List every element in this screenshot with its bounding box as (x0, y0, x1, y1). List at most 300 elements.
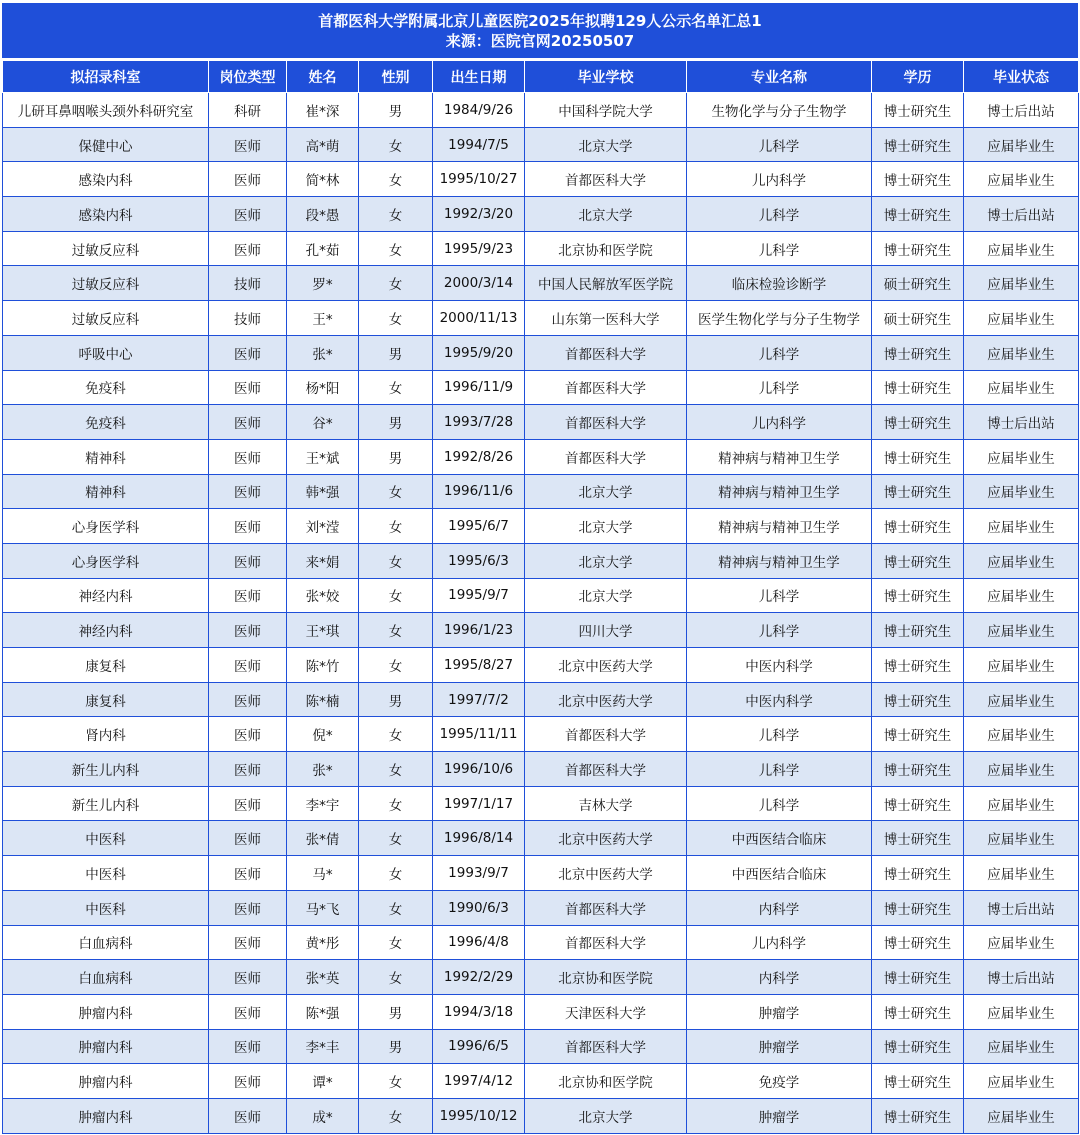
cell-major: 儿科学 (687, 335, 872, 370)
cell-gender: 女 (359, 925, 433, 960)
cell-department: 肿瘤内科 (3, 1098, 209, 1133)
cell-gender: 男 (359, 994, 433, 1029)
cell-name: 成* (287, 1098, 359, 1133)
cell-name: 李*丰 (287, 1029, 359, 1064)
cell-school: 北京大学 (525, 543, 687, 578)
cell-department: 肿瘤内科 (3, 1029, 209, 1064)
cell-degree: 博士研究生 (872, 197, 964, 232)
cell-position-type: 医师 (209, 821, 287, 856)
cell-birth-date: 1995/10/12 (433, 1098, 525, 1133)
table-row (3, 405, 1079, 440)
cell-school: 天津医科大学 (525, 994, 687, 1029)
cell-birth-date: 1990/6/3 (433, 890, 525, 925)
cell-graduation-status: 博士后出站 (964, 405, 1079, 440)
cell-gender: 男 (359, 335, 433, 370)
cell-gender: 女 (359, 127, 433, 162)
cell-birth-date: 1996/6/5 (433, 1029, 525, 1064)
cell-department: 免疫科 (3, 370, 209, 405)
candidate-table (2, 60, 1079, 1134)
cell-degree: 博士研究生 (872, 127, 964, 162)
page-title: 首都医科大学附属北京儿童医院2025年拟聘129人公示名单汇总1 (318, 12, 762, 30)
cell-department: 肾内科 (3, 717, 209, 752)
cell-major: 肿瘤学 (687, 1029, 872, 1064)
cell-major: 儿内科学 (687, 405, 872, 440)
cell-gender: 女 (359, 821, 433, 856)
cell-gender: 女 (359, 1064, 433, 1099)
cell-position-type: 医师 (209, 752, 287, 787)
table-row (3, 266, 1079, 301)
cell-degree: 博士研究生 (872, 231, 964, 266)
cell-name: 马* (287, 856, 359, 891)
cell-graduation-status: 应届毕业生 (964, 301, 1079, 336)
cell-position-type: 医师 (209, 1029, 287, 1064)
cell-position-type: 医师 (209, 786, 287, 821)
cell-school: 北京大学 (525, 509, 687, 544)
cell-major: 精神病与精神卫生学 (687, 474, 872, 509)
cell-name: 崔*深 (287, 93, 359, 128)
cell-position-type: 医师 (209, 648, 287, 683)
cell-degree: 博士研究生 (872, 717, 964, 752)
cell-school: 北京大学 (525, 127, 687, 162)
cell-birth-date: 1997/1/17 (433, 786, 525, 821)
cell-position-type: 技师 (209, 301, 287, 336)
cell-school: 首都医科大学 (525, 925, 687, 960)
cell-degree: 博士研究生 (872, 752, 964, 787)
cell-degree: 博士研究生 (872, 1098, 964, 1133)
cell-name: 黄*彤 (287, 925, 359, 960)
cell-degree: 硕士研究生 (872, 301, 964, 336)
cell-name: 高*萌 (287, 127, 359, 162)
cell-degree: 博士研究生 (872, 994, 964, 1029)
cell-birth-date: 1996/11/6 (433, 474, 525, 509)
cell-gender: 女 (359, 1098, 433, 1133)
cell-school: 首都医科大学 (525, 890, 687, 925)
cell-gender: 女 (359, 509, 433, 544)
cell-graduation-status: 应届毕业生 (964, 439, 1079, 474)
cell-school: 北京大学 (525, 1098, 687, 1133)
cell-birth-date: 1997/4/12 (433, 1064, 525, 1099)
table-row (3, 543, 1079, 578)
table-body (3, 93, 1079, 1134)
cell-department: 肿瘤内科 (3, 994, 209, 1029)
cell-gender: 女 (359, 197, 433, 232)
cell-degree: 博士研究生 (872, 925, 964, 960)
cell-school: 首都医科大学 (525, 717, 687, 752)
cell-position-type: 医师 (209, 543, 287, 578)
cell-birth-date: 1996/10/6 (433, 752, 525, 787)
cell-birth-date: 1997/7/2 (433, 682, 525, 717)
cell-department: 心身医学科 (3, 543, 209, 578)
cell-graduation-status: 应届毕业生 (964, 1029, 1079, 1064)
cell-graduation-status: 应届毕业生 (964, 717, 1079, 752)
source-subtitle: 来源：医院官网20250507 (445, 32, 635, 50)
cell-school: 北京大学 (525, 578, 687, 613)
cell-school: 北京协和医学院 (525, 960, 687, 995)
table-row (3, 509, 1079, 544)
cell-name: 韩*强 (287, 474, 359, 509)
cell-degree: 博士研究生 (872, 1029, 964, 1064)
cell-major: 中西医结合临床 (687, 856, 872, 891)
cell-major: 医学生物化学与分子生物学 (687, 301, 872, 336)
cell-major: 中西医结合临床 (687, 821, 872, 856)
cell-major: 精神病与精神卫生学 (687, 509, 872, 544)
cell-school: 首都医科大学 (525, 335, 687, 370)
cell-school: 北京协和医学院 (525, 1064, 687, 1099)
cell-position-type: 医师 (209, 682, 287, 717)
cell-graduation-status: 应届毕业生 (964, 578, 1079, 613)
table-row (3, 1064, 1079, 1099)
cell-name: 马*飞 (287, 890, 359, 925)
cell-graduation-status: 应届毕业生 (964, 370, 1079, 405)
cell-gender: 女 (359, 786, 433, 821)
cell-school: 北京中医药大学 (525, 821, 687, 856)
cell-school: 首都医科大学 (525, 405, 687, 440)
cell-position-type: 医师 (209, 439, 287, 474)
cell-position-type: 医师 (209, 1064, 287, 1099)
table-row (3, 682, 1079, 717)
cell-department: 过敏反应科 (3, 231, 209, 266)
cell-graduation-status: 博士后出站 (964, 890, 1079, 925)
cell-name: 王*琪 (287, 613, 359, 648)
cell-department: 康复科 (3, 682, 209, 717)
cell-birth-date: 1992/8/26 (433, 439, 525, 474)
cell-major: 儿内科学 (687, 925, 872, 960)
cell-school: 首都医科大学 (525, 439, 687, 474)
cell-birth-date: 1995/6/7 (433, 509, 525, 544)
cell-major: 儿科学 (687, 786, 872, 821)
cell-birth-date: 1995/9/20 (433, 335, 525, 370)
cell-graduation-status: 应届毕业生 (964, 127, 1079, 162)
table-row (3, 1029, 1079, 1064)
cell-position-type: 医师 (209, 474, 287, 509)
cell-birth-date: 1993/7/28 (433, 405, 525, 440)
cell-gender: 女 (359, 960, 433, 995)
cell-degree: 博士研究生 (872, 1064, 964, 1099)
cell-department: 新生儿内科 (3, 786, 209, 821)
cell-gender: 女 (359, 890, 433, 925)
cell-degree: 博士研究生 (872, 335, 964, 370)
cell-gender: 女 (359, 162, 433, 197)
cell-position-type: 医师 (209, 960, 287, 995)
cell-birth-date: 1995/11/11 (433, 717, 525, 752)
table-row (3, 821, 1079, 856)
cell-name: 倪* (287, 717, 359, 752)
table-row (3, 231, 1079, 266)
cell-position-type: 医师 (209, 890, 287, 925)
cell-position-type: 医师 (209, 335, 287, 370)
cell-gender: 女 (359, 301, 433, 336)
cell-name: 简*林 (287, 162, 359, 197)
cell-degree: 博士研究生 (872, 786, 964, 821)
cell-major: 中医内科学 (687, 682, 872, 717)
table-row (3, 613, 1079, 648)
table-row (3, 752, 1079, 787)
cell-degree: 博士研究生 (872, 613, 964, 648)
table-row (3, 439, 1079, 474)
cell-birth-date: 1995/6/3 (433, 543, 525, 578)
cell-position-type: 医师 (209, 994, 287, 1029)
cell-degree: 硕士研究生 (872, 266, 964, 301)
table-row (3, 648, 1079, 683)
cell-gender: 男 (359, 93, 433, 128)
cell-name: 王* (287, 301, 359, 336)
col-header-major: 专业名称 (687, 61, 872, 93)
cell-school: 首都医科大学 (525, 162, 687, 197)
cell-gender: 女 (359, 752, 433, 787)
cell-degree: 博士研究生 (872, 405, 964, 440)
cell-department: 新生儿内科 (3, 752, 209, 787)
col-header-position-type: 岗位类型 (209, 61, 287, 93)
cell-degree: 博士研究生 (872, 162, 964, 197)
cell-position-type: 医师 (209, 231, 287, 266)
cell-birth-date: 1996/1/23 (433, 613, 525, 648)
cell-degree: 博士研究生 (872, 93, 964, 128)
cell-major: 精神病与精神卫生学 (687, 439, 872, 474)
cell-graduation-status: 博士后出站 (964, 197, 1079, 232)
cell-name: 张*姣 (287, 578, 359, 613)
cell-department: 过敏反应科 (3, 266, 209, 301)
cell-school: 首都医科大学 (525, 752, 687, 787)
cell-name: 李*宇 (287, 786, 359, 821)
cell-department: 肿瘤内科 (3, 1064, 209, 1099)
cell-name: 来*娟 (287, 543, 359, 578)
col-header-degree: 学历 (872, 61, 964, 93)
cell-major: 儿科学 (687, 127, 872, 162)
cell-birth-date: 1995/10/27 (433, 162, 525, 197)
col-header-birth-date: 出生日期 (433, 61, 525, 93)
cell-graduation-status: 应届毕业生 (964, 543, 1079, 578)
cell-graduation-status: 应届毕业生 (964, 474, 1079, 509)
cell-department: 中医科 (3, 856, 209, 891)
cell-degree: 博士研究生 (872, 370, 964, 405)
cell-birth-date: 1994/3/18 (433, 994, 525, 1029)
cell-degree: 博士研究生 (872, 474, 964, 509)
cell-school: 北京中医药大学 (525, 856, 687, 891)
cell-major: 免疫学 (687, 1064, 872, 1099)
cell-major: 儿科学 (687, 370, 872, 405)
cell-name: 张* (287, 335, 359, 370)
table-row (3, 301, 1079, 336)
cell-department: 儿研耳鼻咽喉头颈外科研究室 (3, 93, 209, 128)
col-header-school: 毕业学校 (525, 61, 687, 93)
table-row (3, 960, 1079, 995)
cell-department: 心身医学科 (3, 509, 209, 544)
cell-gender: 女 (359, 231, 433, 266)
cell-graduation-status: 应届毕业生 (964, 335, 1079, 370)
cell-name: 张*倩 (287, 821, 359, 856)
cell-birth-date: 1984/9/26 (433, 93, 525, 128)
cell-school: 北京大学 (525, 197, 687, 232)
cell-gender: 男 (359, 1029, 433, 1064)
cell-graduation-status: 应届毕业生 (964, 821, 1079, 856)
cell-name: 段*愚 (287, 197, 359, 232)
cell-school: 山东第一医科大学 (525, 301, 687, 336)
cell-department: 神经内科 (3, 578, 209, 613)
cell-graduation-status: 应届毕业生 (964, 162, 1079, 197)
cell-degree: 博士研究生 (872, 960, 964, 995)
table-row (3, 474, 1079, 509)
table-row (3, 370, 1079, 405)
cell-graduation-status: 应届毕业生 (964, 786, 1079, 821)
cell-major: 儿内科学 (687, 162, 872, 197)
cell-major: 儿科学 (687, 231, 872, 266)
cell-gender: 女 (359, 613, 433, 648)
cell-birth-date: 2000/11/13 (433, 301, 525, 336)
cell-graduation-status: 应届毕业生 (964, 856, 1079, 891)
cell-department: 精神科 (3, 439, 209, 474)
cell-major: 内科学 (687, 960, 872, 995)
cell-position-type: 医师 (209, 856, 287, 891)
cell-name: 谭* (287, 1064, 359, 1099)
cell-gender: 女 (359, 543, 433, 578)
cell-degree: 博士研究生 (872, 682, 964, 717)
cell-name: 张* (287, 752, 359, 787)
cell-birth-date: 1994/7/5 (433, 127, 525, 162)
cell-graduation-status: 应届毕业生 (964, 752, 1079, 787)
table-row (3, 856, 1079, 891)
cell-position-type: 医师 (209, 509, 287, 544)
cell-gender: 男 (359, 682, 433, 717)
cell-school: 北京中医药大学 (525, 648, 687, 683)
cell-position-type: 医师 (209, 197, 287, 232)
cell-name: 陈*竹 (287, 648, 359, 683)
table-row (3, 786, 1079, 821)
cell-name: 陈*楠 (287, 682, 359, 717)
cell-birth-date: 1995/9/23 (433, 231, 525, 266)
col-header-gender: 性别 (359, 61, 433, 93)
cell-school: 北京中医药大学 (525, 682, 687, 717)
cell-department: 保健中心 (3, 127, 209, 162)
table-row (3, 994, 1079, 1029)
cell-major: 儿科学 (687, 578, 872, 613)
cell-major: 儿科学 (687, 613, 872, 648)
cell-name: 罗* (287, 266, 359, 301)
table-row (3, 890, 1079, 925)
cell-major: 儿科学 (687, 197, 872, 232)
cell-department: 中医科 (3, 890, 209, 925)
cell-gender: 男 (359, 439, 433, 474)
cell-graduation-status: 应届毕业生 (964, 1098, 1079, 1133)
cell-school: 四川大学 (525, 613, 687, 648)
cell-position-type: 医师 (209, 405, 287, 440)
cell-birth-date: 1995/9/7 (433, 578, 525, 613)
cell-birth-date: 1993/9/7 (433, 856, 525, 891)
cell-name: 王*斌 (287, 439, 359, 474)
cell-major: 中医内科学 (687, 648, 872, 683)
cell-department: 中医科 (3, 821, 209, 856)
cell-department: 白血病科 (3, 960, 209, 995)
cell-degree: 博士研究生 (872, 821, 964, 856)
cell-position-type: 医师 (209, 127, 287, 162)
cell-graduation-status: 应届毕业生 (964, 1064, 1079, 1099)
cell-degree: 博士研究生 (872, 856, 964, 891)
cell-degree: 博士研究生 (872, 890, 964, 925)
cell-position-type: 医师 (209, 162, 287, 197)
table-row (3, 93, 1079, 128)
cell-department: 感染内科 (3, 197, 209, 232)
cell-major: 肿瘤学 (687, 1098, 872, 1133)
cell-school: 吉林大学 (525, 786, 687, 821)
cell-department: 感染内科 (3, 162, 209, 197)
cell-department: 神经内科 (3, 613, 209, 648)
cell-degree: 博士研究生 (872, 543, 964, 578)
cell-position-type: 医师 (209, 613, 287, 648)
cell-school: 中国科学院大学 (525, 93, 687, 128)
cell-gender: 女 (359, 648, 433, 683)
cell-birth-date: 1996/11/9 (433, 370, 525, 405)
cell-graduation-status: 应届毕业生 (964, 648, 1079, 683)
cell-degree: 博士研究生 (872, 578, 964, 613)
cell-major: 生物化学与分子生物学 (687, 93, 872, 128)
cell-school: 首都医科大学 (525, 370, 687, 405)
cell-school: 首都医科大学 (525, 1029, 687, 1064)
table-row (3, 127, 1079, 162)
cell-degree: 博士研究生 (872, 648, 964, 683)
cell-school: 中国人民解放军医学院 (525, 266, 687, 301)
cell-department: 精神科 (3, 474, 209, 509)
cell-position-type: 医师 (209, 925, 287, 960)
cell-gender: 女 (359, 856, 433, 891)
cell-name: 张*英 (287, 960, 359, 995)
cell-name: 孔*茹 (287, 231, 359, 266)
cell-graduation-status: 应届毕业生 (964, 266, 1079, 301)
cell-position-type: 技师 (209, 266, 287, 301)
cell-department: 康复科 (3, 648, 209, 683)
cell-department: 呼吸中心 (3, 335, 209, 370)
cell-name: 陈*强 (287, 994, 359, 1029)
cell-degree: 博士研究生 (872, 439, 964, 474)
table-row (3, 162, 1079, 197)
cell-birth-date: 2000/3/14 (433, 266, 525, 301)
cell-graduation-status: 应届毕业生 (964, 994, 1079, 1029)
cell-gender: 女 (359, 266, 433, 301)
table-header-row (3, 61, 1079, 93)
cell-position-type: 科研 (209, 93, 287, 128)
cell-major: 肿瘤学 (687, 994, 872, 1029)
table-row (3, 925, 1079, 960)
table-row (3, 335, 1079, 370)
cell-birth-date: 1992/3/20 (433, 197, 525, 232)
cell-position-type: 医师 (209, 1098, 287, 1133)
table-row (3, 717, 1079, 752)
cell-graduation-status: 应届毕业生 (964, 613, 1079, 648)
cell-graduation-status: 应届毕业生 (964, 231, 1079, 266)
cell-graduation-status: 博士后出站 (964, 93, 1079, 128)
col-header-name: 姓名 (287, 61, 359, 93)
cell-degree: 博士研究生 (872, 509, 964, 544)
cell-graduation-status: 博士后出站 (964, 960, 1079, 995)
cell-school: 北京协和医学院 (525, 231, 687, 266)
col-header-department: 拟招录科室 (3, 61, 209, 93)
cell-department: 免疫科 (3, 405, 209, 440)
cell-name: 杨*阳 (287, 370, 359, 405)
cell-gender: 女 (359, 474, 433, 509)
cell-name: 谷* (287, 405, 359, 440)
cell-birth-date: 1996/8/14 (433, 821, 525, 856)
table-row (3, 578, 1079, 613)
cell-position-type: 医师 (209, 717, 287, 752)
cell-gender: 女 (359, 370, 433, 405)
cell-major: 内科学 (687, 890, 872, 925)
cell-department: 白血病科 (3, 925, 209, 960)
cell-department: 过敏反应科 (3, 301, 209, 336)
cell-gender: 男 (359, 405, 433, 440)
cell-position-type: 医师 (209, 370, 287, 405)
cell-birth-date: 1992/2/29 (433, 960, 525, 995)
cell-gender: 女 (359, 717, 433, 752)
cell-gender: 女 (359, 578, 433, 613)
cell-graduation-status: 应届毕业生 (964, 925, 1079, 960)
